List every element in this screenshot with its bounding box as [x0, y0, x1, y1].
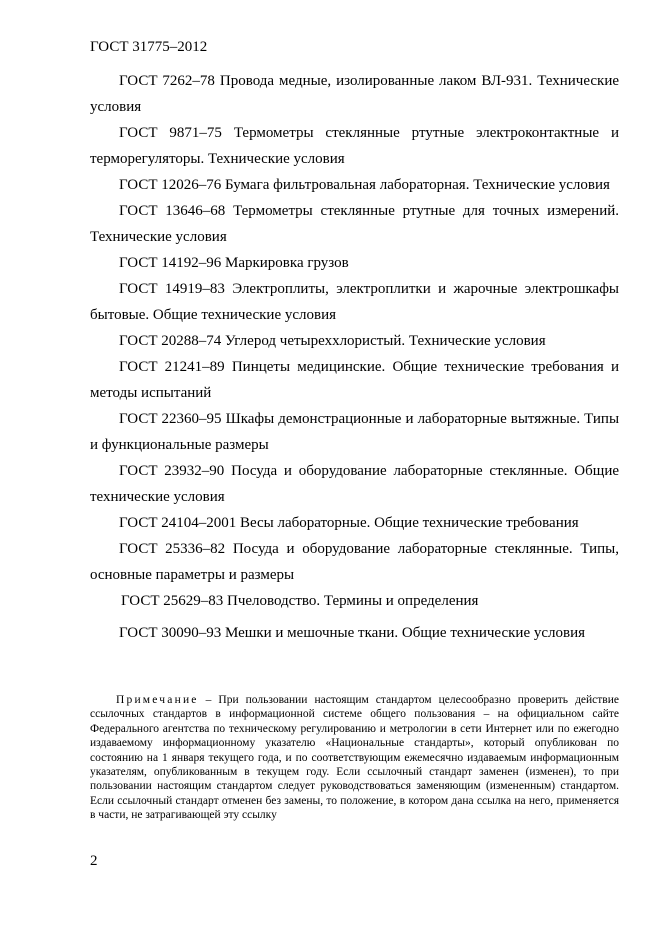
reference-item — [90, 198, 619, 250]
note-paragraph — [90, 693, 619, 823]
reference-code: ГОСТ 21241–89 — [119, 359, 225, 375]
reference-code: ГОСТ 22360–95 — [119, 411, 222, 427]
reference-title: Маркировка грузов — [224, 255, 349, 271]
reference-title: Бумага фильтровальная лабораторная. Технические условия — [224, 177, 610, 193]
reference-item — [90, 328, 619, 354]
reference-item — [90, 588, 619, 614]
reference-title: Электроплиты, электроплитки и жарочные электрошкафы бытовые. Общие технические условия — [90, 281, 620, 323]
reference-code: ГОСТ 14192–96 — [119, 255, 222, 271]
note-label: Примечание — [116, 694, 199, 706]
reference-code: ГОСТ 25336–82 — [119, 541, 226, 557]
reference-title: Мешки и мешочные ткани. Общие технические условия — [224, 625, 585, 641]
reference-item — [90, 172, 619, 198]
reference-code: ГОСТ 23932–90 — [119, 463, 225, 479]
reference-title: Пинцеты медицинские. Общие технические требования и методы испытаний — [90, 359, 619, 401]
reference-item — [90, 458, 619, 510]
reference-title: Посуда и оборудование лабораторные стеклянные. Типы, основные параметры и размеры — [90, 541, 619, 583]
reference-title: Провода медные, изолированные лаком ВЛ-931. Технические условия — [90, 73, 620, 115]
reference-title: Углерод четыреххлористый. Технические условия — [224, 333, 546, 349]
reference-item — [90, 510, 619, 536]
page-number: 2 — [90, 853, 98, 869]
reference-code: ГОСТ 14919–83 — [119, 281, 225, 297]
reference-item — [90, 536, 619, 588]
page-header-standard: ГОСТ 31775–2012 — [90, 39, 208, 55]
reference-title: Термометры стеклянные ртутные электроконтактные и терморегуляторы. Технические условия — [90, 125, 620, 167]
reference-title: Термометры стеклянные ртутные для точных измерений. Технические условия — [90, 203, 620, 245]
reference-code: ГОСТ 20288–74 — [119, 333, 222, 349]
reference-code: ГОСТ 13646–68 — [119, 203, 226, 219]
reference-code: ГОСТ 30090–93 — [119, 625, 222, 641]
reference-item — [90, 250, 619, 276]
normative-references-list — [90, 68, 619, 646]
reference-title: Весы лабораторные. Общие технические требования — [239, 515, 579, 531]
reference-title: Шкафы демонстрационные и лабораторные вытяжные. Типы и функциональные размеры — [90, 411, 620, 453]
reference-code: ГОСТ 9871–75 — [119, 125, 222, 141]
reference-item — [90, 68, 619, 120]
reference-item — [90, 120, 619, 172]
reference-code: ГОСТ 12026–76 — [119, 177, 222, 193]
reference-code: ГОСТ 24104–2001 — [119, 515, 237, 531]
reference-item — [90, 276, 619, 328]
reference-code: ГОСТ 7262–78 — [119, 73, 215, 89]
note-text: – При пользовании настоящим стандартом целесообразно проверить действие ссылочных стандартов в информационной системе общего пользования – на официальном сайте Федерального агентства по техническому регулированию и метрологии в сети Интернет или по ежегодно издаваемому информационному указателю «Национальные стандарты», который опубликован по состоянию на 1 января текущего года, и по соответствующим ежемесячно издаваемым информационным указателям, опубликованным в текущем году. Если ссылочный стандарт заменен (изменен), то при пользовании настоящим стандартом следует руководствоваться заменяющим (измененным) стандартом. Если ссылочный стандарт отменен без замены, то положение, в котором дана ссылка на него, применяется в части, не затрагивающей эту ссылку — [90, 694, 619, 822]
reference-code: ГОСТ 25629–83 — [121, 593, 224, 609]
reference-title: Посуда и оборудование лабораторные стеклянные. Общие технические условия — [90, 463, 620, 505]
reference-item — [90, 354, 619, 406]
reference-item — [90, 406, 619, 458]
reference-title: Пчеловодство. Термины и определения — [226, 593, 479, 609]
reference-item — [90, 620, 619, 646]
